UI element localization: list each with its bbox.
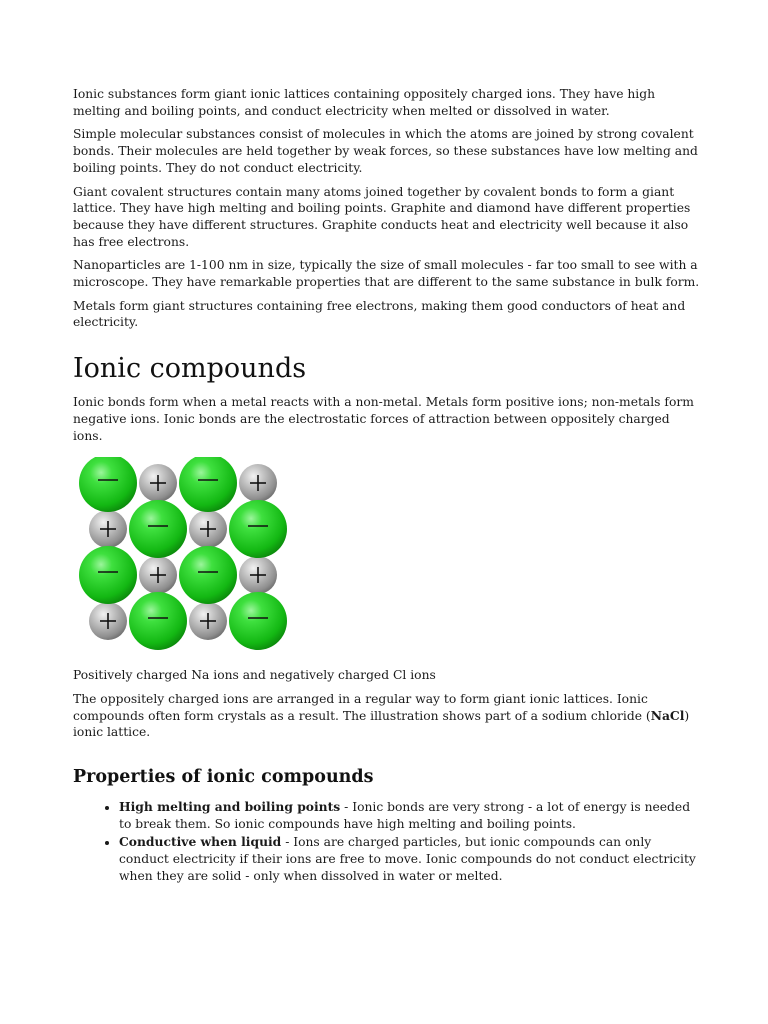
sodium-ion — [89, 602, 127, 640]
property-title: High melting and boiling points — [119, 799, 341, 815]
intro-paragraph-metals: Metals form giant structures containing free electrons, making them good conductors of heat and electricity. — [73, 298, 686, 330]
property-text: - Ions are charged particles, but ionic compounds can only conduct electricity if their ions are free to move. Ionic compounds do not conduct electricity when they are solid - only when dissolved in water or melted. — [119, 835, 696, 883]
lattice-description — [73, 691, 701, 741]
chloride-ion — [79, 457, 137, 512]
sodium-ion — [189, 510, 227, 548]
intro-paragraph-molecular: Simple molecular substances consist of molecules in which the atoms are joined by strong covalent bonds. Their molecules are held together by weak forces, so these substances have low melting and boiling points. They do not conduct electricity. — [73, 127, 698, 175]
nacl-lattice-illustration — [78, 457, 290, 657]
sodium-ion — [89, 510, 127, 548]
sodium-ion — [139, 464, 177, 502]
sodium-ion — [139, 556, 177, 594]
property-item-conductive — [119, 834, 701, 884]
chloride-ion — [179, 546, 237, 604]
chloride-ion — [179, 457, 237, 512]
chloride-ion — [79, 546, 137, 604]
lattice-description-start: The oppositely charged ions are arranged in a regular way to form giant ionic lattices. Ionic compounds often form crystals as a result. The illustration shows part of a sodium chloride ( — [73, 691, 651, 723]
properties-heading: Properties of ionic compounds — [73, 767, 374, 788]
property-text: - Ionic bonds are very strong - a lot of energy is needed to break them. So ionic compounds have high melting and boiling points. — [119, 800, 691, 831]
nacl-formula: NaCl — [650, 707, 685, 723]
properties-list — [73, 799, 701, 885]
intro-paragraph-ionic: Ionic substances form giant ionic lattices containing oppositely charged ions. They have high melting and boiling points, and conduct electricity when melted or dissolved in water. — [73, 87, 656, 118]
sodium-ion — [239, 464, 277, 502]
sodium-ion — [189, 602, 227, 640]
intro-paragraph-covalent: Giant covalent structures contain many atoms joined together by covalent bonds to form a giant lattice. They have high melting and boiling points. Graphite and diamond have different properties because they have different structures. Graphite conducts heat and electricity well because it also has free electrons. — [73, 184, 691, 249]
property-title: Conductive when liquid — [119, 834, 282, 850]
intro-paragraph-nanoparticles: Nanoparticles are 1-100 nm in size, typically the size of small molecules - far too small to see with a microscope. They have remarkable properties that are different to the same substance in bulk form. — [73, 258, 700, 290]
chloride-ion — [229, 592, 287, 650]
lattice-caption: Positively charged Na ions and negatively charged Cl ions — [73, 668, 436, 683]
chloride-ion — [229, 500, 287, 558]
chloride-ion — [129, 592, 187, 650]
property-item-melting — [119, 799, 701, 832]
chloride-ion — [129, 500, 187, 558]
document-body — [73, 86, 701, 887]
lattice-description-end: ) ionic lattice. — [73, 708, 690, 740]
ionic-compounds-heading: Ionic compounds — [73, 353, 307, 385]
ionic-intro-paragraph: Ionic bonds form when a metal reacts with a non-metal. Metals form positive ions; non-metals form negative ions. Ionic bonds are the electrostatic forces of attraction between oppositely charged ions. — [73, 395, 694, 443]
sodium-ion — [239, 556, 277, 594]
